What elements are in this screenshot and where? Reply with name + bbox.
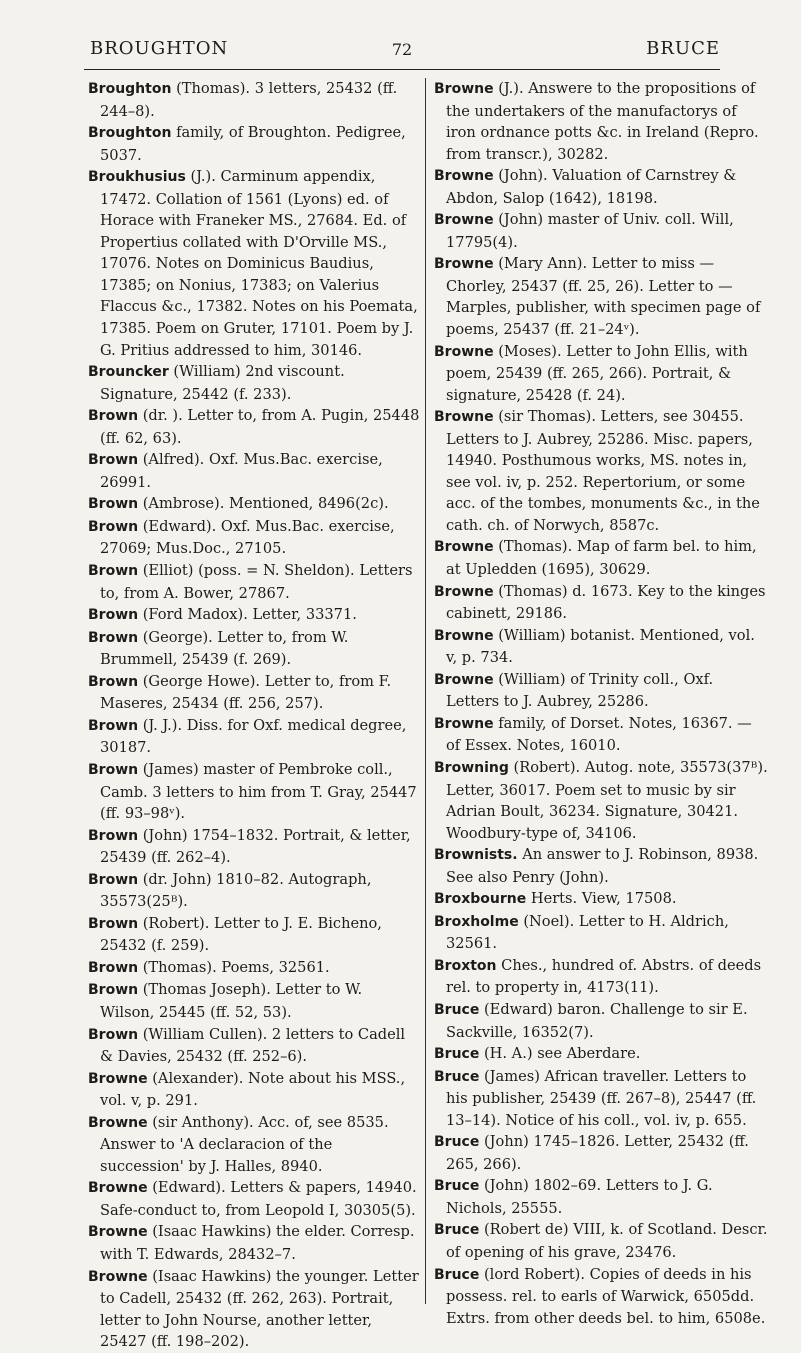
header-left-word: BROUGHTON xyxy=(90,38,229,59)
entry-text: (John) 1802–69. Letters to J. G. Nichols, 25555. xyxy=(446,1177,713,1217)
index-entry xyxy=(88,825,420,869)
entry-headword: Broukhusius xyxy=(88,169,186,186)
entry-text: Ches., hundred of. Abstrs. of deeds rel. to property in, 4173(11). xyxy=(446,956,762,997)
entry-text: (Moses). Letter to John Ellis, with poem, 25439 (ff. 265, 266). Portrait, & signature, 25428 (f. 24). xyxy=(446,342,748,404)
header-right-word: BRUCE xyxy=(646,38,720,59)
index-entry xyxy=(434,1131,769,1175)
index-entry xyxy=(434,341,769,407)
index-entry xyxy=(434,757,769,844)
entry-headword: Browne xyxy=(434,671,494,688)
index-entry xyxy=(88,1112,420,1178)
entry-headword: Bruce xyxy=(434,1068,480,1085)
entry-headword: Browne xyxy=(434,168,494,185)
entry-text: family, of Broughton. Pedigree, 5037. xyxy=(100,124,406,164)
entry-headword: Bruce xyxy=(434,1134,480,1151)
index-entry xyxy=(88,1221,420,1265)
entry-headword: Browne xyxy=(88,1180,148,1197)
entry-text: (H. A.) see Aberdare. xyxy=(479,1045,641,1063)
index-entry xyxy=(88,604,420,627)
entry-headword: Browne xyxy=(88,1114,148,1131)
entry-text: (J.). Carminum appendix, 17472. Collation of 1561 (Lyons) ed. of Horace with Franeker MS., 27684. Ed. of Propertius collated with D'Orville MS., 17076. Notes on Dominicus Baudius, 17385; on Nonius, 17383; on Valerius Flaccus &c., 17382. Notes on his Poemata, 17385. Poem on Gruter, 17101. Poem by J. G. Pritius addressed to him, 30146. xyxy=(100,168,418,359)
index-entry xyxy=(88,1266,420,1353)
entry-headword: Brown xyxy=(88,629,139,646)
index-entry xyxy=(434,999,769,1043)
entry-text: (Noel). Letter to H. Aldrich, 32561. xyxy=(446,912,729,953)
entry-headword: Brown xyxy=(88,408,139,425)
entry-headword: Browne xyxy=(434,343,494,360)
entry-text: (William) botanist. Mentioned, vol. v, p. 734. xyxy=(446,626,755,667)
index-entry xyxy=(434,1264,769,1330)
entry-headword: Brown xyxy=(88,915,139,932)
index-entry xyxy=(434,581,769,625)
running-header xyxy=(84,30,720,60)
entry-text: (William) of Trinity coll., Oxf. Letters to J. Aubrey, 25286. xyxy=(446,670,714,711)
index-entry xyxy=(434,1219,769,1263)
index-entry xyxy=(88,671,420,715)
index-entry xyxy=(88,1024,420,1068)
entry-headword: Bruce xyxy=(434,1222,480,1239)
entry-headword: Brown xyxy=(88,452,139,469)
index-entry xyxy=(434,955,769,999)
entry-headword: Brown xyxy=(88,717,139,734)
entry-headword: Bruce xyxy=(434,1046,480,1063)
index-entry xyxy=(88,122,420,166)
entry-headword: Browne xyxy=(434,539,494,556)
entry-text: (J. J.). Diss. for Oxf. medical degree, 30187. xyxy=(100,716,407,757)
index-entry xyxy=(88,560,420,604)
entry-text: (William Cullen). 2 letters to Cadell & Davies, 25432 (ff. 252–6). xyxy=(100,1025,406,1066)
index-entry xyxy=(434,911,769,955)
index-entry xyxy=(88,869,420,913)
entry-headword: Browne xyxy=(434,81,494,97)
entry-headword: Browne xyxy=(434,715,494,732)
index-entry xyxy=(434,625,769,669)
entry-headword: Browne xyxy=(88,1268,148,1285)
entry-headword: Browne xyxy=(434,583,494,600)
entry-headword: Brown xyxy=(88,871,139,888)
entry-text: (Elliot) (poss. = N. Sheldon). Letters to, from A. Bower, 27867. xyxy=(100,562,413,602)
entry-text: (lord Robert). Copies of deeds in his possess. rel. to earls of Warwick, 6505dd. Extrs. from other deeds bel. to him, 6508e. xyxy=(446,1265,766,1327)
index-entry xyxy=(88,361,420,405)
entry-text: (George Howe). Letter to, from F. Maseres, 25434 (ff. 256, 257). xyxy=(100,672,392,713)
entry-headword: Brown xyxy=(88,607,139,624)
entry-headword: Brownists. xyxy=(434,847,518,864)
entry-text: (George). Letter to, from W. Brummell, 25439 (f. 269). xyxy=(100,628,349,669)
entry-text: (Thomas). Poems, 32561. xyxy=(138,958,330,976)
entry-text: (John) master of Univ. coll. Will, 17795(4). xyxy=(446,211,734,251)
entry-headword: Bruce xyxy=(434,1178,480,1195)
entry-text: (J.). Answere to the propositions of the undertakers of the manufactorys of iron ordnance potts &c. in Ireland (Repro. from transcr.), 30282. xyxy=(446,80,759,163)
left-column xyxy=(88,78,420,1353)
page-number: 72 xyxy=(391,40,413,59)
entry-headword: Brown xyxy=(88,827,139,844)
index-entry xyxy=(434,78,769,165)
index-entry xyxy=(434,844,769,888)
index-entry xyxy=(88,979,420,1023)
entry-text: (Thomas) d. 1673. Key to the kinges cabinett, 29186. xyxy=(446,582,766,623)
entry-text: (Robert). Autog. note, 35573(37ᴮ). Letter, 36017. Poem set to music by sir Adrian Boult, 36234. Signature, 30421. Woodbury-type of, 34106. xyxy=(446,758,768,842)
index-entry xyxy=(434,713,769,757)
entry-headword: Browne xyxy=(434,212,494,229)
entry-headword: Brown xyxy=(88,959,139,976)
entry-headword: Browne xyxy=(88,1070,148,1087)
entry-headword: Bruce xyxy=(434,1001,480,1018)
index-entry xyxy=(88,957,420,980)
index-entry xyxy=(88,913,420,957)
entry-text: (James) African traveller. Letters to his publisher, 25439 (ff. 267–8), 25447 (ff. 13–14). Notice of his coll., vol. iv, p. 655. xyxy=(446,1067,757,1129)
entry-text: (Alfred). Oxf. Mus.Bac. exercise, 26991. xyxy=(100,451,383,491)
entry-text: (sir Thomas). Letters, see 30455. Letters to J. Aubrey, 25286. Misc. papers, 14940. Posthumous works, MS. notes in, see vol. iv, p. 252. Repertorium, or some acc. of the tombes, monuments &c., in the cath. ch. of Norwych, 8587c. xyxy=(446,408,760,534)
index-entry xyxy=(88,516,420,560)
index-entry xyxy=(434,1066,769,1132)
entry-text: (Edward) baron. Challenge to sir E. Sackville, 16352(7). xyxy=(446,1000,748,1041)
index-entry xyxy=(88,1068,420,1112)
entry-text: family, of Dorset. Notes, 16367. — of Essex. Notes, 16010. xyxy=(446,714,752,755)
entry-text: An answer to J. Robinson, 8938. See also Penry (John). xyxy=(446,846,759,886)
entry-text: (Robert de) VIII, k. of Scotland. Descr. of opening of his grave, 23476. xyxy=(446,1221,768,1261)
index-entry xyxy=(434,536,769,580)
index-entry xyxy=(434,253,769,340)
entry-headword: Broughton xyxy=(88,81,172,97)
entry-headword: Brown xyxy=(88,518,139,535)
entry-headword: Brown xyxy=(88,496,139,513)
index-entry xyxy=(434,669,769,713)
entry-text: (Edward). Letters & papers, 14940. Safe-conduct to, from Leopold I, 30305(5). xyxy=(100,1179,417,1219)
entry-text: (Alexander). Note about his MSS., vol. v, p. 291. xyxy=(100,1069,406,1110)
index-entry xyxy=(434,209,769,253)
index-entry xyxy=(88,166,420,361)
entry-headword: Brown xyxy=(88,563,139,580)
entry-text: (John). Valuation of Carnstrey & Abdon, Salop (1642), 18198. xyxy=(446,167,737,207)
index-entry xyxy=(434,888,769,911)
entry-headword: Browne xyxy=(434,627,494,644)
index-entry xyxy=(88,627,420,671)
entry-headword: Browning xyxy=(434,759,509,776)
entry-text: (John) 1754–1832. Portrait, & letter, 25439 (ff. 262–4). xyxy=(100,826,411,867)
entry-headword: Bruce xyxy=(434,1266,480,1283)
entry-text: (Isaac Hawkins) the elder. Corresp. with T. Edwards, 28432–7. xyxy=(100,1223,415,1263)
index-entry xyxy=(434,1175,769,1219)
entry-text: (dr. John) 1810–82. Autograph, 35573(25ᴮ). xyxy=(100,870,372,911)
entry-text: (Thomas). Map of farm bel. to him, at Upledden (1695), 30629. xyxy=(446,538,757,579)
entry-text: (William) 2nd viscount. Signature, 25442 (f. 233). xyxy=(100,363,345,403)
entry-text: (John) 1745–1826. Letter, 25432 (ff. 265, 266). xyxy=(446,1133,749,1173)
right-column xyxy=(434,78,769,1329)
entry-headword: Broxbourne xyxy=(434,891,527,908)
entry-headword: Brown xyxy=(88,1026,139,1043)
entry-text: (Isaac Hawkins) the younger. Letter to Cadell, 25432 (ff. 262, 263). Portrait, letter to John Nourse, another letter, 25427 (ff. 198–202). xyxy=(100,1267,419,1351)
entry-text: (Robert). Letter to J. E. Bicheno, 25432 (f. 259). xyxy=(100,914,382,955)
index-entry xyxy=(88,1177,420,1221)
entry-text: (Ford Madox). Letter, 33371. xyxy=(138,606,357,624)
index-entry xyxy=(434,406,769,536)
entry-text: (Mary Ann). Letter to miss — Chorley, 25437 (ff. 25, 26). Letter to — Marples, publisher, with specimen page of poems, 25437 (ff. 21–24ᵛ). xyxy=(446,255,761,339)
index-entry xyxy=(88,715,420,759)
entry-text: (Thomas Joseph). Letter to W. Wilson, 25445 (ff. 52, 53). xyxy=(100,981,363,1021)
entry-text: (dr. ). Letter to, from A. Pugin, 25448 (ff. 62, 63). xyxy=(100,407,420,447)
entry-text: Herts. View, 17508. xyxy=(526,890,677,908)
index-entry xyxy=(88,405,420,449)
entry-text: (James) master of Pembroke coll., Camb. 3 letters to him from T. Gray, 25447 (ff. 93–98ᵛ). xyxy=(100,760,417,823)
header-rule xyxy=(84,69,720,70)
entry-text: (Edward). Oxf. Mus.Bac. exercise, 27069; Mus.Doc., 27105. xyxy=(100,517,395,558)
entry-headword: Brouncker xyxy=(88,364,169,381)
entry-text: (sir Anthony). Acc. of, see 8535. Answer to 'A declaracion of the succession' by J. Halles, 8940. xyxy=(100,1113,389,1175)
index-entry xyxy=(88,449,420,493)
index-entry xyxy=(88,78,420,122)
entry-headword: Brown xyxy=(88,982,139,999)
entry-headword: Browne xyxy=(88,1224,148,1241)
entry-headword: Brown xyxy=(88,673,139,690)
entry-headword: Brown xyxy=(88,761,139,778)
entry-headword: Browne xyxy=(434,256,494,273)
index-entry xyxy=(88,493,420,516)
entry-headword: Broughton xyxy=(88,125,172,142)
entry-headword: Broxton xyxy=(434,957,497,974)
index-entry xyxy=(434,1043,769,1066)
entry-text: (Ambrose). Mentioned, 8496(2c). xyxy=(138,495,389,513)
entry-headword: Broxholme xyxy=(434,913,519,930)
entry-headword: Browne xyxy=(434,409,494,426)
index-entry xyxy=(88,759,420,825)
column-divider xyxy=(425,78,426,1304)
entry-text: (Thomas). 3 letters, 25432 (ff. 244–8). xyxy=(100,80,398,120)
index-entry xyxy=(434,165,769,209)
